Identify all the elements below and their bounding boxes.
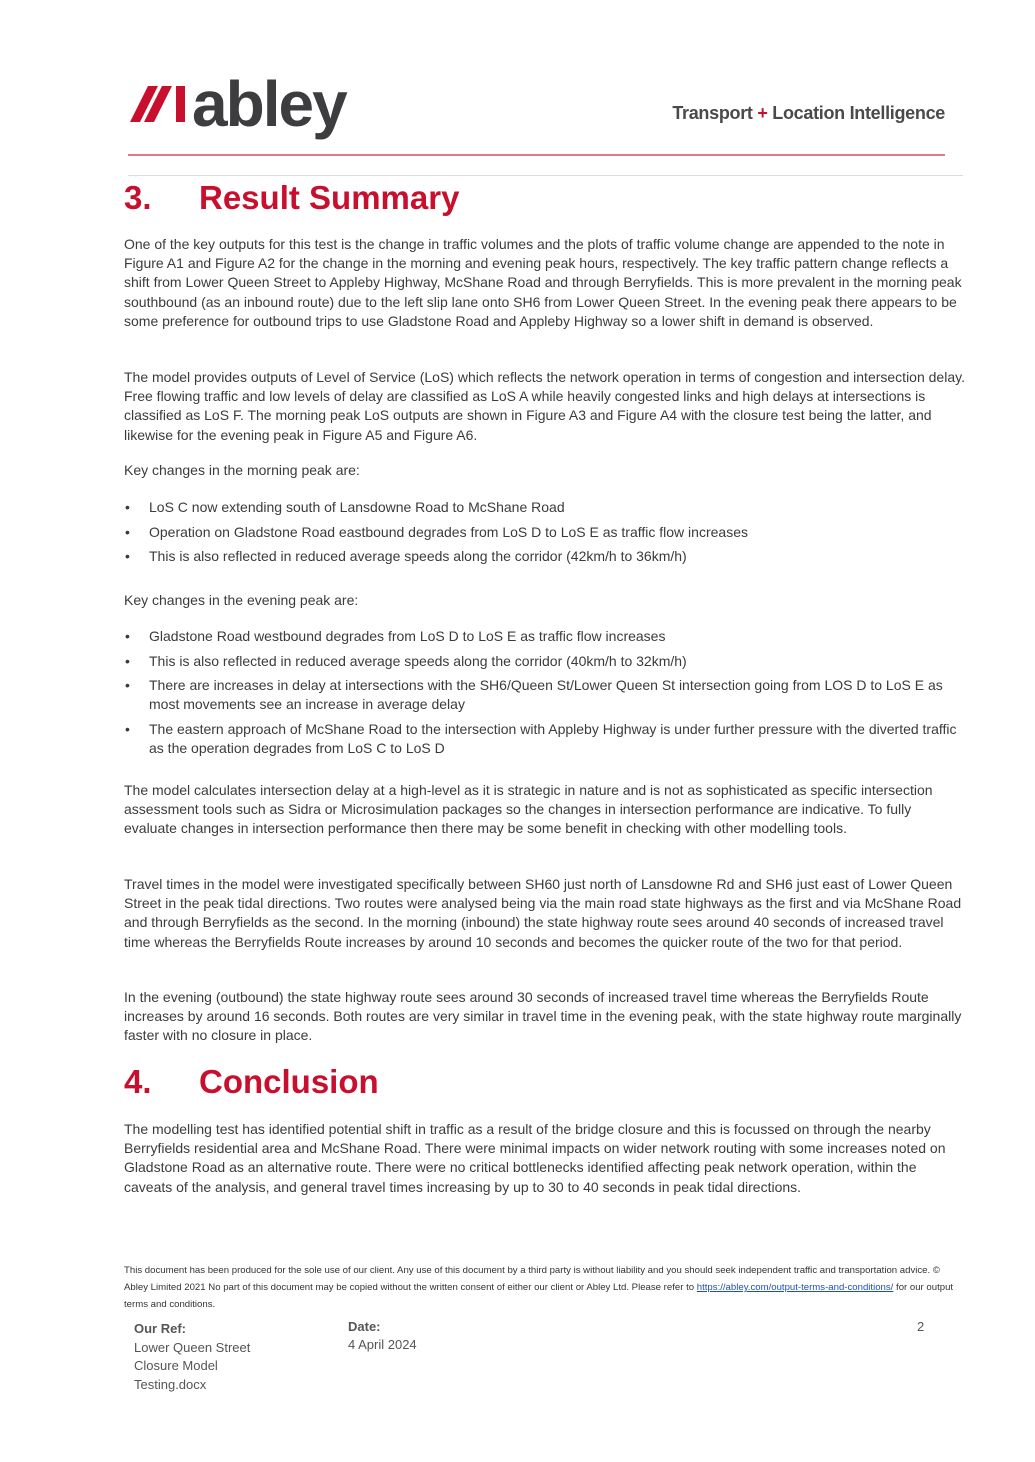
page-number: 2 [917, 1319, 925, 1334]
list-item: • There are increases in delay at intersections with the SH6/Queen St/Lower Queen St intersection going from LOS D to LoS E as most movements see an increase in average delay [124, 676, 966, 714]
our-ref-line: Lower Queen Street [134, 1339, 251, 1355]
header-tagline: Transport + Location Intelligence [672, 103, 945, 123]
terms-link[interactable]: https://abley.com/output-terms-and-conditions/ [696, 1282, 894, 1293]
section-4-heading: 4. Conclusion [124, 1063, 379, 1100]
evening-bullet-list [124, 627, 966, 763]
list-item: • This is also reflected in reduced average speeds along the corridor (42km/h to 36km/h) [124, 547, 966, 566]
list-item: • LoS C now extending south of Lansdowne Road to McShane Road [124, 498, 966, 517]
paragraph: One of the key outputs for this test is the change in traffic volumes and the plots of traffic volume change are appended to the note in Figure A1 and Figure A2 for the change in the morning and evening peak hours, respectively. The key traffic pattern change reflects a shift from Lower Queen Street to Appleby Highway, McShane Road and through Berryfields. This is more prevalent in the morning peak southbound (as an inbound route) due to the left slip lane onto SH6 from Lower Queen Street. In the evening peak there appears to be some preference for outbound trips to use Gladstone Road and Appleby Highway so a lower shift in demand is observed. [124, 236, 962, 329]
header-thin-divider [128, 175, 963, 176]
list-item: • Gladstone Road westbound degrades from LoS D to LoS E as traffic flow increases [124, 627, 966, 646]
date-label: Date: [348, 1319, 381, 1334]
list-item: • Operation on Gladstone Road eastbound degrades from LoS D to LoS E as traffic flow increases [124, 523, 966, 542]
paragraph: In the evening (outbound) the state highway route sees around 30 seconds of increased travel time whereas the Berryfields Route increases by around 16 seconds. Both routes are very similar in travel time in the evening peak, with the state highway route marginally faster with no closure in place. [124, 989, 962, 1044]
our-ref-block [134, 1320, 294, 1394]
section-3-heading: 3. Result Summary [124, 179, 460, 216]
logo-wordmark: abley [192, 68, 346, 140]
paragraph: The model provides outputs of Level of Service (LoS) which reflects the network operation in terms of congestion and intersection delay. Free flowing traffic and low levels of delay are classified as LoS A while heavily congested links and high delays at intersections is classified as LoS F. The morning peak LoS outputs are shown in Figure A3 and Figure A4 with the closure test being the latter, and likewise for the evening peak in Figure A5 and Figure A6. [124, 369, 965, 443]
date-block [348, 1318, 508, 1354]
paragraph: Key changes in the morning peak are: [124, 462, 360, 478]
paragraph: Key changes in the evening peak are: [124, 592, 359, 608]
paragraph: The modelling test has identified potential shift in traffic as a result of the bridge closure and this is focussed on through the nearby Berryfields residential area and McShane Road. There were minimal impacts on wider network routing with some increases noted on Gladstone Road as an alternative route. There were no critical bottlenecks identified affecting peak network operation, within the caveats of the analysis, and general travel times increasing by up to 30 to 40 seconds in peak tidal directions. [124, 1121, 946, 1195]
list-item: • This is also reflected in reduced average speeds along the corridor (40km/h to 32km/h) [124, 652, 966, 671]
paragraph: The model calculates intersection delay at a high-level as it is strategic in nature and is not as sophisticated as specific intersection assessment tools such as Sidra or Microsimulation packages so the changes in intersection performance are indicative. To fully evaluate changes in intersection performance then there may be some benefit in checking with other modelling tools. [124, 782, 933, 837]
abley-logo [128, 70, 346, 138]
date-value: 4 April 2024 [348, 1337, 417, 1352]
paragraph: Travel times in the model were investigated specifically between SH60 just north of Lansdowne Rd and SH6 just east of Lower Queen Street in the peak tidal directions. Two routes were analysed being via the main road state highways as the first and via McShane Road and through Berryfields as the second. In the morning (inbound) the state highway route sees around 40 seconds of increased travel time whereas the Berryfields Route increases by around 10 seconds and becomes the quicker route of the two for that period. [124, 876, 962, 950]
abley-logo-mark-icon [128, 84, 188, 124]
morning-bullet-list [124, 498, 966, 572]
header-divider [128, 154, 945, 156]
footer-disclaimer: This document has been produced for the sole use of our client. Any use of this document by a third party is without liability and you should seek independent traffic and transportation advice. © Abley Limited 2021 No part of this document may be copied without the written consent of either our client or Abley Ltd. Please refer to https://abley.com/output-terms-and-conditions/ for our output terms and conditions. [124, 1265, 954, 1310]
our-ref-line: Testing.docx [134, 1376, 207, 1392]
list-item: • The eastern approach of McShane Road to the intersection with Appleby Highway is under further pressure with the diverted traffic as the operation degrades from LoS C to LoS D [124, 720, 966, 758]
our-ref-label: Our Ref: [134, 1321, 186, 1336]
our-ref-line: Closure Model [134, 1358, 218, 1373]
